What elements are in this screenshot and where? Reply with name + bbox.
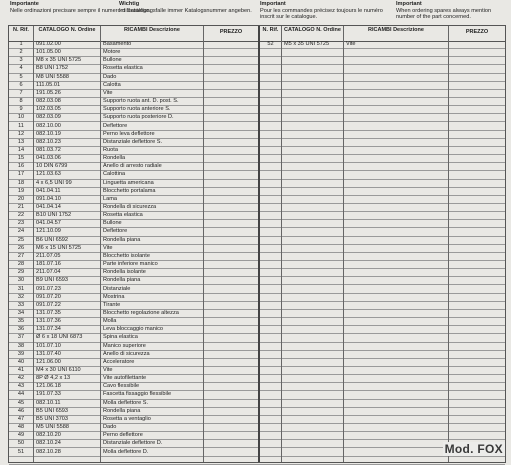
table-row [9,318,505,326]
row-order-number: B6 UNI 6592 [36,236,69,243]
row-order-number: 211.07.05 [36,252,61,259]
table-row [9,269,505,277]
table-row [9,228,505,236]
row-ref-number: 2 [19,49,23,56]
row-ref-number: 39 [17,350,25,357]
row-description: Bullone [103,220,122,227]
table-row [9,131,505,139]
table-row [9,302,505,310]
note-french: Important Pour les commandes précisez toujours le numéro inscrit sur le catalogue. [260,1,383,21]
table-row [9,277,505,285]
row-ref-number: 3 [19,57,23,64]
table-row [9,204,505,212]
row-description: Motore [103,49,121,56]
row-description: Rosetta elastica [103,65,143,72]
table-row [9,188,505,196]
row-order-number: M4 x 30 UNI 6110 [36,367,81,373]
row-ref-number: 42 [17,375,25,382]
row-ref-number: 50 [17,440,25,447]
row-order-number: 191.07.33 [36,391,61,398]
row-order-number: 131.07.36 [36,318,61,325]
row-order-number: 10 DIN 6799 [36,163,68,170]
row-order-number: 091.02.00 [36,41,61,47]
table-row [9,343,505,351]
table-row [9,408,505,416]
row-description: Deflettore [103,228,128,235]
row-ref-number: 13 [17,138,25,145]
row-order-number: 211.07.04 [36,269,61,276]
table-row [9,171,505,179]
row-description: Molla [103,318,117,325]
header-ricambi-right: RICAMBI Descrizione [368,27,424,33]
row-ref-number: 33 [17,301,25,308]
row-ref-number: 41 [17,367,25,373]
row-ref-number: 23 [17,220,25,227]
table-row [9,180,505,188]
row-ref-number: 12 [17,130,25,137]
note-italian: Importante Nelle ordinazioni precisare sempre il numero di catalogo. [10,1,151,14]
table-row [9,416,505,424]
row-ref-number: 45 [17,399,25,406]
row-ref-number: 40 [17,358,25,365]
row-ref-number: 52 [267,41,274,47]
row-description: Blocchetto portalama [103,187,156,194]
table-row [9,49,505,57]
table-row [9,123,505,131]
row-order-number: 101.07.10 [36,342,61,349]
table-row [9,163,505,171]
row-order-number: 091.07.22 [36,301,61,308]
row-order-number: 8P Ø 4,2 x 13 [36,375,71,382]
row-ref-number: 25 [17,236,25,243]
row-description: Rondella isolante [103,269,146,276]
row-order-number: 082.10.23 [36,138,61,145]
row-order-number: M5 UNI 5588 [36,424,69,431]
table-row [9,155,505,163]
row-order-number: 121.06.18 [36,383,61,390]
row-order-number: 091.04.10 [36,195,61,202]
row-description: Lama [103,195,117,202]
table-row [9,106,505,114]
table-row [9,351,505,359]
column-divider [448,26,449,462]
row-order-number: 082.10.28 [36,448,61,455]
row-order-number: 082.10.11 [36,399,61,406]
row-ref-number: 27 [17,252,25,259]
model-label: Mod. FOX [444,442,503,456]
row-description: Linguetta americana [103,179,154,186]
row-description: Perno deflettore [103,432,143,439]
row-ref-number: 20 [17,195,25,202]
table-row [9,261,505,269]
row-ref-number: 19 [17,187,25,194]
row-ref-number: 28 [17,261,25,268]
row-description: Perno leva deflettore [103,130,155,137]
table-row [9,286,505,294]
row-order-number: 082.10.24 [36,440,61,447]
row-ref-number: 4 [19,65,23,72]
table-row [9,196,505,204]
row-ref-number: 10 [17,114,25,121]
column-divider [343,26,344,462]
header-prezzo-right: PREZZO [465,29,489,35]
row-order-number: 121.06.00 [36,358,61,365]
row-description: Deflettore [103,122,128,129]
table-row [9,383,505,391]
table-row [9,114,505,122]
column-divider [203,26,204,462]
row-order-number: B10 UNI 1752 [36,212,72,219]
row-order-number: 4 x 6,5 UNI 99 [36,179,72,186]
row-description: Bullone [103,57,122,64]
row-ref-number: 26 [17,244,25,251]
row-description: Rondella piana [103,277,141,284]
row-order-number: 181.07.16 [36,261,61,268]
table-row [9,367,505,375]
row-order-number: 091.07.23 [36,285,61,292]
row-description: Manico superiore [103,342,146,349]
table-row [9,432,505,440]
table-row [9,326,505,334]
table-row [9,41,505,49]
table-row [9,424,505,432]
row-description: Molla deflettore D. [103,448,149,455]
row-order-number: B9 UNI 6593 [36,277,69,284]
row-ref-number: 17 [17,171,25,178]
row-order-number: 082.10.20 [36,432,61,439]
table-row [9,334,505,342]
table-row [9,253,505,261]
row-order-number: 081.03.72 [36,146,61,153]
table-row [9,147,505,155]
row-ref-number: 36 [17,326,25,333]
row-description: Vite [103,89,113,96]
row-description: Tirante [103,301,121,308]
table-row [9,82,505,90]
table-row [9,359,505,367]
table-row [9,98,505,106]
row-order-number: 191.05.26 [36,89,61,96]
row-description: Vite [103,367,113,373]
row-description: Basamento [103,41,132,47]
row-order-number: 111.05.01 [36,81,61,88]
column-divider [281,26,282,462]
header-catalogo-left: CATALOGO N. Ordine [38,27,96,33]
row-order-number: M8 x 35 UNI 5725 [36,57,82,64]
row-order-number: 101.05.00 [36,49,61,56]
row-description: Blocchetto regolazione altezza [103,309,179,316]
row-description: Distanziale deflettore D. [103,440,163,447]
row-description: Supporto ruota ant. D. post. S. [103,98,179,105]
table-row [9,440,505,448]
row-description: Dado [103,424,117,431]
row-order-number: 082.03.08 [36,98,61,105]
table-row [9,212,505,220]
row-ref-number: 18 [17,179,25,186]
row-order-number: 131.07.35 [36,309,61,316]
row-order-number: 041.04.14 [36,204,61,210]
table-row [9,90,505,98]
row-order-number: M5 x 35 UNI 5725 [284,41,330,47]
row-description: Rondella di sicurezza [103,204,157,210]
row-ref-number: 38 [17,342,25,349]
row-order-number: B5 UNI 6593 [36,407,69,414]
table-row [9,57,505,65]
row-order-number: 082.03.09 [36,114,61,121]
row-ref-number: 9 [19,106,23,113]
row-ref-number: 34 [17,309,25,316]
row-description: Supporto ruota anteriore S. [103,106,171,113]
row-ref-number: 29 [17,269,25,276]
row-order-number: 091.07.20 [36,293,61,300]
row-order-number: Ø 6 x 18 UNI 6873 [36,334,83,341]
row-ref-number: 32 [17,293,25,300]
row-description: Vite autofilettante [103,375,147,382]
row-order-number: M6 x 15 UNI 5725 [36,244,82,251]
table-row [9,245,505,253]
center-divider [258,26,260,462]
table-row [9,457,505,465]
row-order-number: M8 UNI 5588 [36,73,69,80]
row-order-number: 082.10.00 [36,122,61,129]
row-description: Vite [346,41,356,47]
row-order-number: 121.10.09 [36,228,61,235]
row-ref-number: 7 [19,89,23,96]
row-ref-number: 51 [17,448,25,455]
row-description: Calottina [103,171,126,178]
row-ref-number: 48 [17,424,25,431]
row-description: Rondella piana [103,407,141,414]
row-description: Rosetta elastica [103,212,143,219]
note-english: Important When ordering spares always mention number of the part concerned. [396,1,492,21]
row-description: Acceleratore [103,358,135,365]
row-order-number: 041.04.57 [36,220,61,227]
row-description: Ruota [103,146,118,153]
table-row [9,400,505,408]
table-row [9,391,505,399]
row-description: Rondella [103,155,126,162]
row-order-number: 041.04.11 [36,187,61,194]
row-ref-number: 30 [17,277,25,284]
row-order-number: B5 UNI 3703 [36,415,69,422]
header-prezzo-left: PREZZO [219,29,243,35]
row-ref-number: 43 [17,383,25,390]
table-row [9,449,505,457]
header-ricambi-left: RICAMBI Descrizione [124,27,180,33]
row-ref-number: 37 [17,334,25,341]
row-ref-number: 8 [19,98,23,105]
table-row [9,139,505,147]
row-ref-number: 5 [19,73,23,80]
column-divider [33,26,34,462]
table-row [9,310,505,318]
row-ref-number: 49 [17,432,25,439]
row-description: Anello di sicurezza [103,350,150,357]
table-row [9,375,505,383]
header-nrif-right: N. Rif. [262,27,279,33]
row-description: Rosetta a ventaglio [103,415,151,422]
row-description: Blocchetto isolante [103,252,150,259]
row-description: Vite [103,244,113,251]
table-row [9,237,505,245]
table-row [9,74,505,82]
row-description: Fascetta fissaggio flessibile [103,391,172,398]
row-description: Supporto ruota posteriore D. [103,114,174,121]
row-ref-number: 11 [18,122,24,129]
row-description: Leva bloccaggio manico [103,326,164,333]
row-description: Distanziale [103,285,131,292]
row-ref-number: 22 [17,212,25,219]
row-order-number: 102.03.05 [36,106,61,113]
row-order-number: 082.10.19 [36,130,61,137]
table-header [9,26,505,42]
row-description: Molla deflettore S. [103,399,149,406]
row-description: Calotta [103,81,121,88]
row-ref-number: 47 [17,415,25,422]
row-description: Mostrina [103,293,125,300]
row-order-number: 131.07.40 [36,350,61,357]
table-row [9,294,505,302]
row-description: Dado [103,73,117,80]
table-row [9,220,505,228]
row-order-number: 131.07.34 [36,326,61,333]
row-ref-number: 6 [19,81,23,88]
note-german: Wichtig Im Bestellungsfalle immer Katalogsnummer angeben. [119,1,252,14]
row-ref-number: 1 [19,41,23,47]
row-order-number: 121.03.63 [36,171,61,178]
row-ref-number: 15 [17,155,25,162]
header-catalogo-right: CATALOGO N. Ordine [284,27,341,33]
row-description: Parte inferiore manico [103,261,158,268]
table-row [9,65,505,73]
row-ref-number: 24 [17,228,25,235]
row-ref-number: 35 [17,318,25,325]
column-divider [100,26,101,462]
row-order-number: B8 UNI 1752 [36,65,69,72]
row-ref-number: 44 [17,391,25,398]
row-description: Anello di arresto radiale [103,163,162,170]
row-description: Spina elastica [103,334,138,341]
row-ref-number: 46 [17,407,25,414]
row-ref-number: 14 [17,146,25,153]
row-description: Distanziale deflettore S. [103,138,163,145]
row-description: Cavo flessibile [103,383,140,390]
row-description: Rondella piana [103,236,141,243]
row-ref-number: 16 [17,163,25,170]
header-nrif-left: N. Rif. [13,27,29,33]
row-ref-number: 31 [17,285,25,292]
row-ref-number: 21 [17,204,25,210]
row-order-number: 041.03.06 [36,155,61,162]
parts-table [8,25,506,463]
order-notes [0,0,511,24]
